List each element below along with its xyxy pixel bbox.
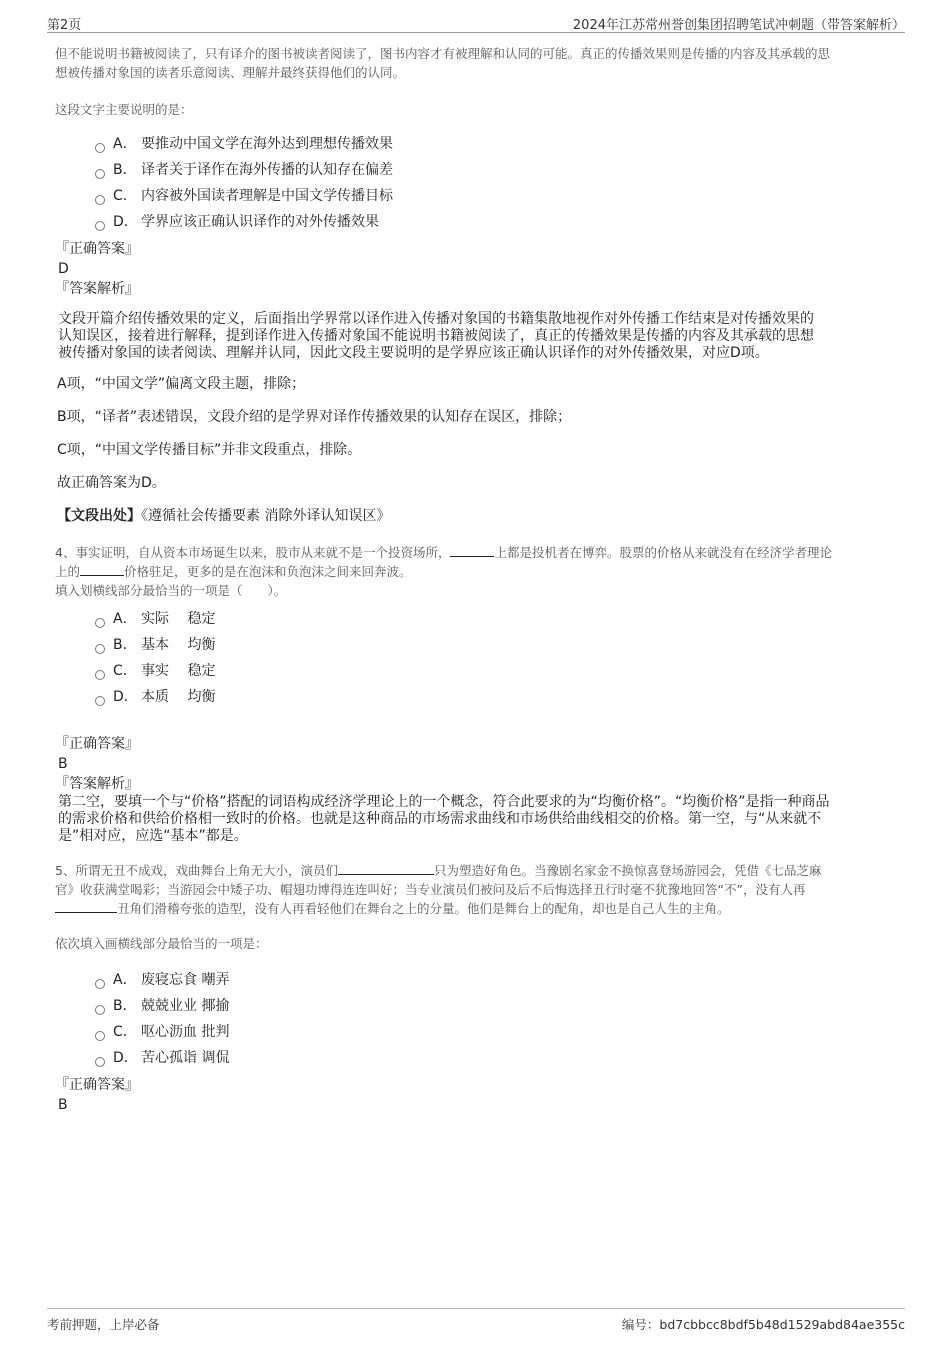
radio-icon[interactable] xyxy=(95,1005,105,1015)
question-3 xyxy=(55,44,905,525)
blank-line xyxy=(55,899,117,913)
answer-value: B xyxy=(58,756,68,772)
answer-label: 『正确答案』 xyxy=(55,241,139,257)
radio-icon[interactable] xyxy=(95,1057,105,1067)
question-stem: 这段文字主要说明的是： xyxy=(55,102,193,117)
radio-icon[interactable] xyxy=(95,1031,105,1041)
radio-icon[interactable] xyxy=(95,670,105,680)
analysis-text: 第二空，要填一个与“价格”搭配的词语构成经济学理论上的一个概念，符合此要求的为“均衡价格”。“均衡价格”是指一种商品 的需求价格和供给价格相一致时的价格。也就是这种商品的市场需求曲线和市场供给曲线相交的价格。第一空，与“从来就不 是”相对应，应选“基本”都是。 xyxy=(58,794,830,844)
option-c[interactable]: C． 内容被外国读者理解是中国文学传播目标 xyxy=(55,183,905,209)
radio-icon[interactable] xyxy=(95,979,105,989)
analysis-text: 文段开篇介绍传播效果的定义，后面指出学界常以译作进入传播对象国的书籍集散地视作对外传播工作结束是对传播效果的 认知误区，接着进行解释，提到译作进入传播对象国不能说明书籍被阅读了，真正的传播效果是传播的内容及其承载的思想 被传播对象国的读者阅读、理解并认同，因此文段主要说明的是学界应该正确认识译作的对外传播效果，对应D项。 xyxy=(58,311,814,361)
question-stem: 依次填入画横线部分最恰当的一项是： xyxy=(55,936,268,951)
passage-line: 想被传播对象国的读者乐意阅读、理解并最终获得他们的认同。 xyxy=(55,65,406,80)
option-d[interactable]: D． 学界应该正确认识译作的对外传播效果 xyxy=(55,209,905,235)
option-b[interactable]: B． 基本 均衡 xyxy=(55,632,905,658)
passage-line: 但不能说明书籍被阅读了，只有译介的图书被读者阅读了，图书内容才有被理解和认同的可能。真正的传播效果则是传播的内容及其承载的思 xyxy=(55,46,831,61)
passage-line: 丑角们滑稽夸张的造型，没有人再看轻他们在舞台之上的分量。他们是舞台上的配角，却也是自己人生的主角。 xyxy=(55,899,905,918)
radio-icon[interactable] xyxy=(95,644,105,654)
option-c[interactable]: C． 呕心沥血 批判 xyxy=(55,1019,905,1045)
passage-line: 5、所谓无丑不成戏，戏曲舞台上角无大小，演员们 只为塑造好角色。当豫剧名家金不换惊喜登场游园会，凭借《七品芝麻 xyxy=(55,863,822,878)
passage-line: 官》收获满堂喝彩；当游园会中矮子功、帽翅功博得连连叫好；当专业演员们被问及后不后悔选择丑行时毫不犹豫地回答“不”，没有人再 xyxy=(55,882,806,897)
radio-icon[interactable] xyxy=(95,195,105,205)
answer-value: D xyxy=(58,261,69,277)
radio-icon[interactable] xyxy=(95,618,105,628)
option-d[interactable]: D． 苦心孤诣 调侃 xyxy=(55,1045,905,1071)
analysis-label: 『答案解析』 xyxy=(55,281,139,297)
answer-label: 『正确答案』 xyxy=(55,1077,139,1093)
blank-line xyxy=(338,861,434,875)
analysis-label: 『答案解析』 xyxy=(55,776,139,792)
page-number: 第2页 xyxy=(47,18,82,33)
option-b-note: B项，“译者”表述错误，文段介绍的是学界对译作传播效果的认知存在误区，排除； xyxy=(57,409,572,425)
document-title: 2024年江苏常州誉创集团招聘笔试冲刺题（带答案解析） xyxy=(572,18,905,33)
page-footer xyxy=(47,1308,905,1339)
answer-value: B xyxy=(58,1097,68,1113)
option-b[interactable]: B． 兢兢业业 揶揄 xyxy=(55,993,905,1019)
option-a[interactable]: A． 要推动中国文学在海外达到理想传播效果 xyxy=(55,131,905,157)
option-a-note: A项，“中国文学”偏离文段主题，排除； xyxy=(57,376,306,392)
option-a[interactable]: A． 废寝忘食 嘲弄 xyxy=(55,967,905,993)
option-b[interactable]: B． 译者关于译作在海外传播的认知存在偏差 xyxy=(55,157,905,183)
option-a[interactable]: A． 实际 稳定 xyxy=(55,606,905,632)
blank-line xyxy=(80,562,124,576)
option-list xyxy=(55,967,905,1071)
option-list xyxy=(55,131,905,235)
footer-slogan: 考前押题，上岸必备 xyxy=(47,1317,160,1332)
document-code: 编号：bd7cbbcc8bdf5b48d1529abd84ae355c xyxy=(621,1317,905,1332)
option-list xyxy=(55,606,905,710)
option-c-note: C项，“中国文学传播目标”并非文段重点，排除。 xyxy=(57,442,362,458)
question-4 xyxy=(55,543,905,845)
radio-icon[interactable] xyxy=(95,169,105,179)
radio-icon[interactable] xyxy=(95,143,105,153)
conclusion: 故正确答案为D。 xyxy=(57,475,166,491)
radio-icon[interactable] xyxy=(95,696,105,706)
source-line: 【文段出处】《遵循社会传播要素 消除外译认知误区》 xyxy=(57,508,391,524)
option-c[interactable]: C． 事实 稳定 xyxy=(55,658,905,684)
answer-label: 『正确答案』 xyxy=(55,736,139,752)
question-stem: 填入划横线部分最恰当的一项是（ ）。 xyxy=(55,583,287,598)
page-header xyxy=(47,10,905,33)
blank-line xyxy=(450,543,494,557)
radio-icon[interactable] xyxy=(95,221,105,231)
question-5 xyxy=(55,861,905,1115)
option-d[interactable]: D． 本质 均衡 xyxy=(55,684,905,710)
document-body xyxy=(55,44,905,1115)
passage-line: 4、事实证明，自从资本市场诞生以来，股市从来就不是一个投资场所， 上都是投机者在博弈。股票的价格从来就没有在经济学者理论 xyxy=(55,545,832,560)
passage-line: 上的 价格驻足，更多的是在泡沫和负泡沫之间来回奔波。 xyxy=(55,564,412,579)
